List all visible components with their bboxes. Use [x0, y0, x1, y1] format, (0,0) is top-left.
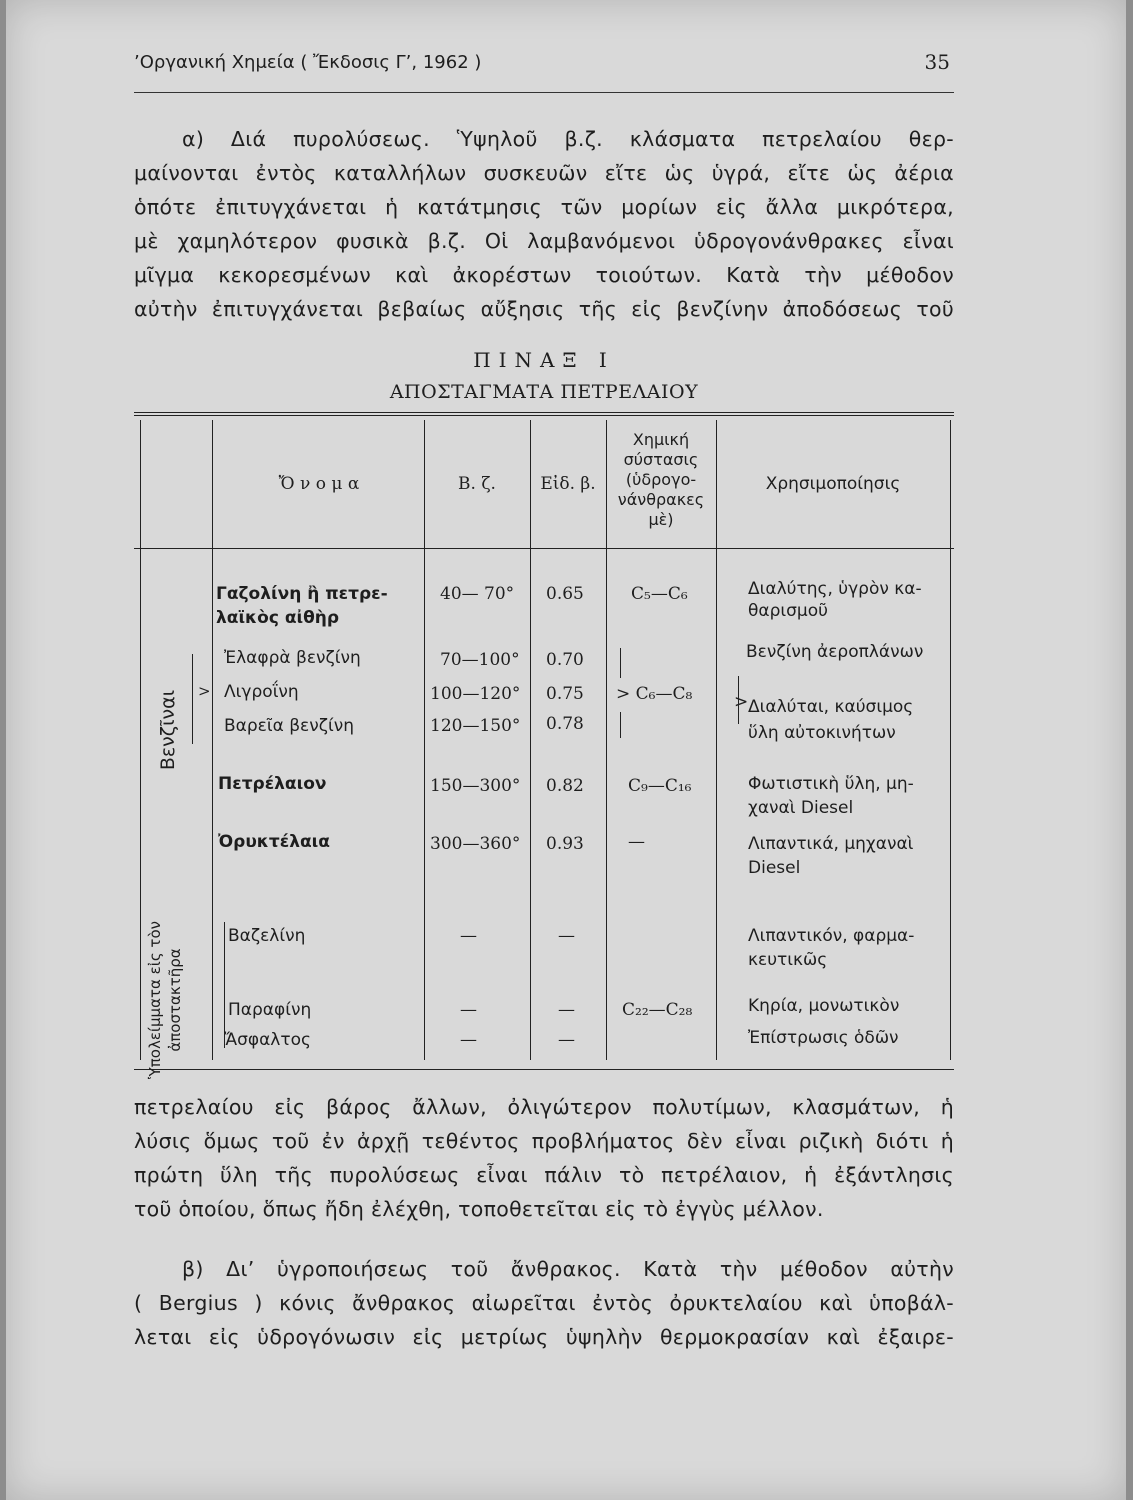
header-line: Χημική: [632, 430, 690, 449]
chem-bracket: [620, 712, 621, 738]
row-gasoline-sg: 0.65: [546, 584, 584, 604]
group-label-residues: Ὑπολείμματα εἰς τὸν ἀποστακτῆρα: [146, 920, 184, 1080]
header-line: νάνθρακες: [617, 490, 705, 509]
row-petroleum-name: Πετρέλαιον: [218, 774, 327, 794]
book-page: [6, 0, 1126, 1500]
row-petroleum-use: [748, 772, 914, 820]
row-light-benzine-use: Βενζίνη ἀεροπλάνων: [746, 642, 924, 662]
header-usage: Χρησιμοποίησις: [765, 474, 901, 494]
use-line: Διαλύτης, ὑγρὸν κα-: [748, 579, 922, 599]
table-top-rule: [134, 415, 954, 416]
use-line: Διαλύται, καύσιμος: [748, 697, 914, 717]
paragraph-hydrogenation: [134, 1252, 954, 1354]
text-line: β) Δι’ ὑγροποιήσεως τοῦ ἄνθρακος. Κατὰ τὴν μέθοδον αὐτὴν: [182, 1257, 954, 1281]
use-line: Diesel: [748, 858, 801, 878]
row-gasoline-name: [216, 582, 388, 630]
row-light-benzine-sg: 0.70: [546, 650, 584, 670]
paragraph-pyrolysis: [134, 122, 954, 326]
row-petroleum-chem: C₉—C₁₆: [628, 776, 692, 796]
use-line: Λιπαντικά, μηχαναὶ: [748, 834, 914, 854]
text-line: λεται εἰς ὑδρογόνωσιν εἰς μετρίως ὑψηλὴν θερμοκρασίαν καὶ ἐξαιρε-: [134, 1325, 954, 1349]
column-divider: [212, 420, 213, 1060]
row-heavy-benzine-name: Βαρεῖα βενζίνη: [224, 716, 355, 736]
row-vaseline-bp: —: [460, 926, 477, 946]
row-gasoline-chem: C₅—C₆: [631, 584, 688, 604]
use-line: Λιπαντικόν, φαρμα-: [748, 926, 915, 946]
row-vaseline-use: [748, 924, 914, 972]
name-line: Γαζολίνη ἢ πετρε-: [216, 584, 388, 604]
text-line: λύσις ὅμως τοῦ ἐν ἀρχῇ τεθέντος προβλήματος δὲν εἶναι ριζικὴ διότι ἡ: [134, 1129, 954, 1153]
use-line: Φωτιστικὴ ὕλη, μη-: [748, 774, 914, 794]
header-line: μὲ): [648, 510, 674, 529]
row-mineral-oils-sg: 0.93: [546, 834, 584, 854]
chem-formula: C₆—C₈: [635, 684, 693, 704]
header-boiling-point: Β. ζ.: [458, 474, 496, 494]
text-line: πετρελαίου εἰς βάρος ἄλλων, ὀλιγώτερον πολυτίμων, κλασμάτων, ἡ: [134, 1095, 954, 1119]
name-line: λαϊκὸς αἰθὴρ: [216, 608, 340, 628]
row-asphalt-use: Ἐπίστρωσις ὁδῶν: [748, 1028, 899, 1048]
row-light-benzine-name: Ἐλαφρὰ βενζίνη: [224, 648, 361, 668]
header-line: σύστασις: [623, 450, 699, 469]
row-ligroin-chem: > C₆—C₈: [616, 684, 693, 704]
row-ligroin-name: Λιγροΐνη: [224, 682, 299, 702]
row-asphalt-name: Ἄσφαλτος: [224, 1030, 311, 1050]
row-petroleum-sg: 0.82: [546, 776, 584, 796]
text-line: πρώτη ὕλη τῆς πυρολύσεως εἶναι πάλιν τὸ πετρέλαιον, ἡ ἐξάντλησις: [134, 1163, 954, 1187]
chem-bracket: [620, 648, 621, 678]
row-light-benzine-bp: 70—100°: [440, 650, 520, 670]
use-line: κευτικῶς: [748, 950, 828, 970]
row-vaseline-sg: —: [558, 926, 575, 946]
use-line: ὕλη αὐτοκινήτων: [748, 723, 896, 743]
header-chemical-composition: [606, 430, 716, 530]
running-header: [134, 50, 954, 93]
row-mineral-oils-use: [748, 832, 913, 880]
text-line: μὲ χαμηλότερον φυσικὰ β.ζ. Οἱ λαμβανόμενοι ὑδρογονάνθρακες εἶναι: [134, 229, 954, 253]
row-vaseline-name: Βαζελίνη: [228, 926, 306, 946]
table-bottom-rule: [134, 1069, 954, 1070]
use-bracket: [738, 676, 739, 724]
column-divider: [424, 420, 425, 1060]
row-paraffin-chem: C₂₂—C₂₈: [622, 1000, 693, 1020]
row-petroleum-bp: 150—300°: [430, 776, 521, 796]
row-paraffin-name: Παραφίνη: [228, 1000, 312, 1020]
table-number: ΠΙΝΑΞ Ι: [473, 348, 615, 372]
text-line: αὐτὴν ἐπιτυγχάνεται βεβαίως αὔξησις τῆς εἰς βενζίνην ἀποδόσεως τοῦ: [134, 297, 954, 321]
row-asphalt-bp: —: [460, 1030, 477, 1050]
row-ligroin-use: [748, 694, 913, 746]
column-divider: [716, 420, 717, 1060]
benzine-group-bracket: [192, 654, 193, 744]
column-divider: [950, 420, 951, 1060]
row-gasoline-bp: 40— 70°: [440, 584, 515, 604]
use-group-marker: >: [734, 692, 749, 712]
row-ligroin-bp: 100—120°: [430, 684, 521, 704]
group-label-benzines: Βενζῖναι: [157, 689, 179, 771]
row-heavy-benzine-sg: 0.78: [546, 714, 584, 734]
header-bottom-rule: [134, 548, 954, 549]
column-divider: [530, 420, 531, 1060]
paragraph-continuation: [134, 1090, 954, 1226]
row-ligroin-sg: 0.75: [546, 684, 584, 704]
row-mineral-oils-bp: 300—360°: [430, 834, 521, 854]
row-paraffin-use: Κηρία, μονωτικὸν: [748, 996, 900, 1016]
row-heavy-benzine-bp: 120—150°: [430, 716, 521, 736]
text-line: ( Bergius ) κόνις ἄνθρακος αἰωρεῖται ἐντὸς ὀρυκτελαίου καὶ ὑποβάλ-: [134, 1291, 954, 1315]
row-asphalt-sg: —: [558, 1030, 575, 1050]
table-top-rule: [134, 412, 954, 413]
page-number: 35: [924, 50, 950, 74]
row-paraffin-bp: —: [460, 1000, 477, 1020]
header-name: Ὄ ν ο μ α: [278, 474, 360, 494]
text-line: τοῦ ὁποίου, ὅπως ἤδη ἐλέχθη, τοποθετεῖται εἰς τὸ ἐγγὺς μέλλον.: [134, 1197, 824, 1221]
column-divider: [140, 420, 141, 1060]
row-mineral-oils-name: Ὀρυκτέλαια: [218, 832, 330, 852]
benzine-group-marker: >: [198, 682, 211, 700]
row-paraffin-sg: —: [558, 1000, 575, 1020]
book-title: ’Οργανική Χημεία ( Ἔκδοσις Γ’, 1962 ): [134, 52, 482, 73]
text-line: μῖγμα κεκορεσμένων καὶ ἀκορέστων τοιούτων. Κατὰ τὴν μέθοδον: [134, 263, 954, 287]
header-specific-gravity: Εἰδ. β.: [540, 474, 596, 494]
table-title: ΑΠΟΣΤΑΓΜΑΤΑ ΠΕΤΡΕΛΑΙΟΥ: [389, 381, 699, 403]
text-line: ὁπότε ἐπιτυγχάνεται ἡ κατάτμησις τῶν μορίων εἰς ἄλλα μικρότερα,: [134, 195, 954, 219]
text-line: μαίνονται ἐντὸς καταλλήλων συσκευῶν εἴτε ὡς ὑγρά, εἴτε ὡς ἀέρια: [134, 161, 954, 185]
use-line: χαναὶ Diesel: [748, 798, 854, 818]
header-line: (ὑδρογο-: [625, 470, 697, 489]
use-line: θαρισμοῦ: [748, 601, 828, 621]
row-mineral-oils-chem: —: [628, 832, 645, 852]
text-line: α) Διά πυρολύσεως. Ὑψηλοῦ β.ζ. κλάσματα πετρελαίου θερ-: [182, 127, 954, 151]
row-gasoline-use: [748, 578, 922, 622]
petroleum-distillates-table: [134, 412, 954, 1080]
